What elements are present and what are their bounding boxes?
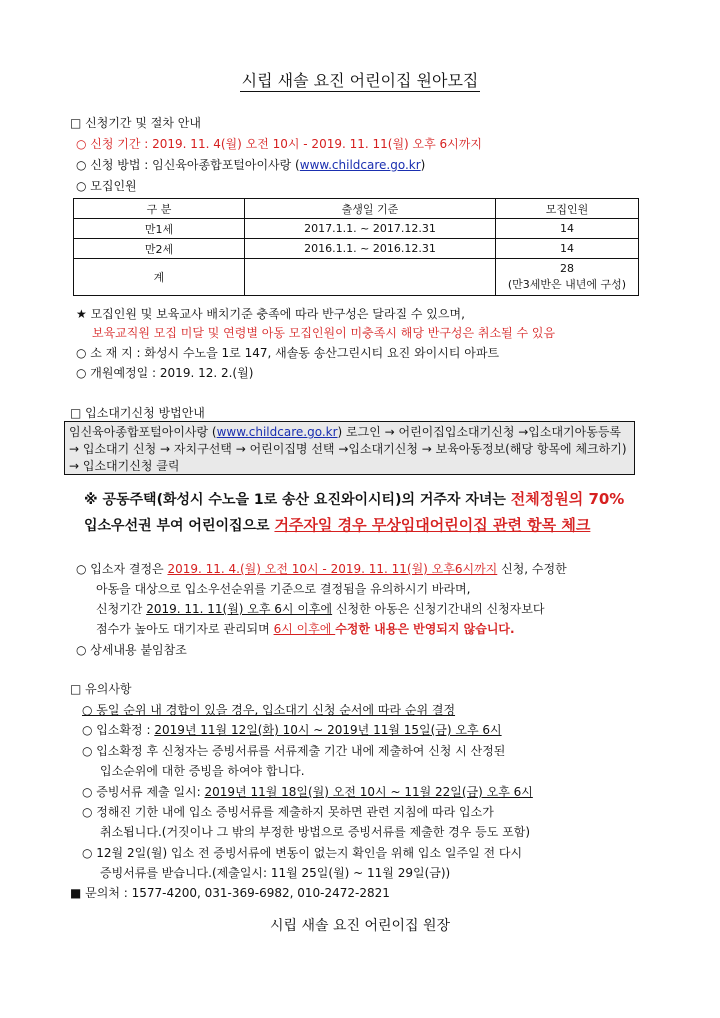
priority-line-1: ※ 공동주택(화성시 수노을 1로 송산 요진와이시티)의 거주자 자녀는 전체정원의 70%	[84, 490, 625, 508]
see-attachment: ○ 상세내용 붙임참조	[76, 643, 187, 657]
table-cell	[245, 259, 496, 296]
table-row	[74, 239, 639, 259]
contact-info: ■ 문의처 : 1577-4200, 031-369-6982, 010-2472-2821	[70, 886, 390, 900]
table-cell: 14	[496, 219, 639, 239]
recruit-table	[73, 198, 639, 296]
decision-line-4: 점수가 높아도 대기자로 관리되며 6시 이후에 수정한 내용은 반영되지 않습니다.	[96, 622, 515, 636]
notes-item-4: ○ 증빙서류 제출 일시: 2019년 11월 18일(월) 오전 10시 ~ 11월 22일(금) 오후 6시	[82, 785, 533, 799]
childcare-link[interactable]: www.childcare.go.kr	[299, 158, 421, 172]
notes-item-6b: 증빙서류를 받습니다.(제출일시: 11월 25일(월) ~ 11월 29일(금))	[100, 866, 451, 880]
table-cell: 2016.1.1. ~ 2016.12.31	[245, 239, 496, 259]
notes-item-3a: ○ 입소확정 후 신청자는 증빙서류를 서류제출 기간 내에 제출하여 신청 시 산정된	[82, 744, 506, 758]
priority-line-2: 입소우선권 부여 어린이집으로 거주자일 경우 무상임대어린이집 관련 항목 체크	[84, 516, 591, 534]
open-date: ○ 개원예정일 : 2019. 12. 2.(월)	[76, 366, 254, 380]
section-heading-waitlist: □ 입소대기신청 방법안내	[70, 406, 205, 420]
table-cell: 만2세	[74, 239, 245, 259]
childcare-link[interactable]: www.childcare.go.kr	[216, 425, 338, 439]
note-star: ★ 모집인원 및 보육교사 배치기준 충족에 따라 반구성은 달라질 수 있으며,	[76, 307, 465, 321]
decision-line-3: 신청기간 2019. 11. 11(월) 오후 6시 이후에 신청한 아동은 신청기간내의 신청자보다	[96, 602, 545, 616]
table-header: 모집인원	[496, 199, 639, 219]
table-header: 출생일 기준	[245, 199, 496, 219]
waitlist-steps-box: 임신육아종합포털아이사랑 (www.childcare.go.kr) 로그인 → 어린이집입소대기신청 →입소대기아동등록 → 입소대기 신청 → 자치구선택 → 어린이집명 선택 →입소대기신청 → 보육아동정보(해당 항목에 체크하기) → 입소대기신청 클릭	[64, 421, 635, 475]
application-method: ○ 신청 방법 : 임신육아종합포털아이사랑 (www.childcare.go.kr)	[76, 158, 426, 172]
table-cell: 2017.1.1. ~ 2017.12.31	[245, 219, 496, 239]
application-period: ○ 신청 기간 : 2019. 11. 4(월) 오전 10시 - 2019. 11. 11(월) 오후 6시까지	[76, 137, 482, 151]
notes-item-3b: 입소순위에 대한 증빙을 하여야 합니다.	[100, 764, 305, 778]
page-title: 시립 새솔 요진 어린이집 원아모집	[241, 71, 479, 90]
section-heading-notes: □ 유의사항	[70, 682, 132, 696]
table-cell: 계	[74, 259, 245, 296]
recruit-label: ○ 모집인원	[76, 179, 137, 193]
table-cell: 만1세	[74, 219, 245, 239]
notes-item-5a: ○ 정해진 기한 내에 입소 증빙서류를 제출하지 못하면 관련 지침에 따라 입소가	[82, 805, 494, 819]
table-header: 구 분	[74, 199, 245, 219]
table-row	[74, 219, 639, 239]
notes-item-1: ○ 동일 순위 내 경합이 있을 경우, 입소대기 신청 순서에 따라 순위 결정	[82, 703, 456, 717]
address: ○ 소 재 지 : 화성시 수노을 1로 147, 새솔동 송산그린시티 요진 와이시티 아파트	[76, 346, 500, 360]
note-warning: 보육교직원 모집 미달 및 연령별 아동 모집인원이 미충족시 해당 반구성은 취소될 수 있음	[92, 326, 556, 340]
decision-line-2: 아동을 대상으로 입소우선순위를 기준으로 결정됨을 유의하시기 바라며,	[96, 582, 471, 596]
notes-item-5b: 취소됩니다.(거짓이나 그 밖의 부정한 방법으로 증빙서류를 제출한 경우 등도 포함)	[100, 825, 531, 839]
table-cell-total: 28 (만3세반은 내년에 구성)	[496, 259, 639, 296]
decision-line-1: ○ 입소자 결정은 2019. 11. 4.(월) 오전 10시 - 2019. 11. 11(월) 오후6시까지 신청, 수정한	[76, 562, 567, 576]
table-cell: 14	[496, 239, 639, 259]
signature-line: 시립 새솔 요진 어린이집 원장	[269, 918, 451, 934]
notes-item-6a: ○ 12월 2일(월) 입소 전 증빙서류에 변동이 없는지 확인을 위해 입소 일주일 전 다시	[82, 846, 523, 860]
section-heading-period: □ 신청기간 및 절차 안내	[70, 116, 201, 130]
table-row-total	[74, 259, 639, 296]
notes-item-2: ○ 입소확정 : 2019년 11월 12일(화) 10시 ~ 2019년 11월 15일(금) 오후 6시	[82, 723, 502, 737]
